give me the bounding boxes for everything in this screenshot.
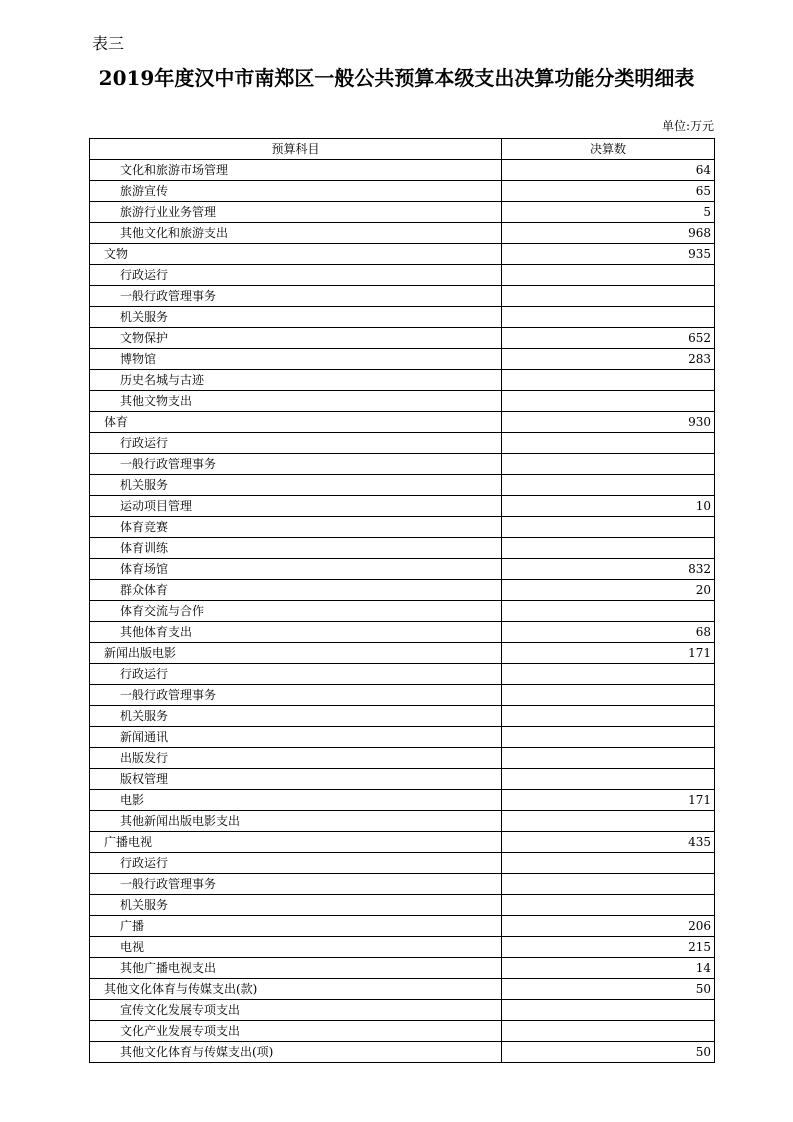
table-row [90, 370, 715, 391]
row-amount: 10 [502, 496, 715, 517]
table-row [90, 160, 715, 181]
header-amount: 决算数 [502, 139, 715, 160]
row-subject: 其他文物支出 [90, 391, 502, 412]
row-subject: 电视 [90, 937, 502, 958]
row-subject: 博物馆 [90, 349, 502, 370]
table-row [90, 517, 715, 538]
table-row [90, 223, 715, 244]
table-row [90, 685, 715, 706]
row-subject: 电影 [90, 790, 502, 811]
row-subject: 文物 [90, 244, 502, 265]
table-row [90, 244, 715, 265]
row-subject: 行政运行 [90, 853, 502, 874]
row-subject: 体育训练 [90, 538, 502, 559]
row-amount [502, 454, 715, 475]
row-amount: 64 [502, 160, 715, 181]
row-amount [502, 433, 715, 454]
row-subject: 其他新闻出版电影支出 [90, 811, 502, 832]
row-subject: 行政运行 [90, 265, 502, 286]
row-subject: 版权管理 [90, 769, 502, 790]
row-subject: 体育交流与合作 [90, 601, 502, 622]
budget-table [89, 138, 715, 1063]
table-row [90, 874, 715, 895]
table-row [90, 958, 715, 979]
row-subject: 群众体育 [90, 580, 502, 601]
row-amount [502, 664, 715, 685]
table-row [90, 1042, 715, 1063]
row-amount: 50 [502, 979, 715, 1000]
row-amount [502, 769, 715, 790]
row-amount [502, 874, 715, 895]
row-amount: 206 [502, 916, 715, 937]
table-row [90, 412, 715, 433]
table-row [90, 601, 715, 622]
table-row [90, 979, 715, 1000]
row-subject: 一般行政管理事务 [90, 685, 502, 706]
row-subject: 一般行政管理事务 [90, 454, 502, 475]
table-row [90, 769, 715, 790]
table-row [90, 538, 715, 559]
table-row [90, 328, 715, 349]
row-subject: 体育竞赛 [90, 517, 502, 538]
table-row [90, 643, 715, 664]
row-amount [502, 286, 715, 307]
row-subject: 文化和旅游市场管理 [90, 160, 502, 181]
row-subject: 一般行政管理事务 [90, 286, 502, 307]
table-row [90, 895, 715, 916]
row-amount [502, 391, 715, 412]
row-amount: 930 [502, 412, 715, 433]
table-row [90, 1021, 715, 1042]
table-body [90, 160, 715, 1063]
table-row [90, 349, 715, 370]
row-amount: 50 [502, 1042, 715, 1063]
table-row [90, 580, 715, 601]
table-row [90, 622, 715, 643]
row-amount [502, 517, 715, 538]
row-subject: 机关服务 [90, 307, 502, 328]
row-subject: 出版发行 [90, 748, 502, 769]
row-subject: 新闻通讯 [90, 727, 502, 748]
row-subject: 历史名城与古迹 [90, 370, 502, 391]
table-row [90, 727, 715, 748]
table-row [90, 559, 715, 580]
row-amount: 832 [502, 559, 715, 580]
row-subject: 新闻出版电影 [90, 643, 502, 664]
table-row [90, 202, 715, 223]
table-number-label: 表三 [92, 34, 125, 53]
row-subject: 其他文化和旅游支出 [90, 223, 502, 244]
row-amount: 65 [502, 181, 715, 202]
row-subject: 一般行政管理事务 [90, 874, 502, 895]
row-amount [502, 853, 715, 874]
table-row [90, 811, 715, 832]
row-amount: 283 [502, 349, 715, 370]
page-title: 2019年度汉中市南郑区一般公共预算本级支出决算功能分类明细表 [98, 66, 695, 90]
table-row [90, 496, 715, 517]
row-subject: 行政运行 [90, 433, 502, 454]
table-row [90, 307, 715, 328]
row-subject: 行政运行 [90, 664, 502, 685]
row-subject: 其他文化体育与传媒支出(项) [90, 1042, 502, 1063]
row-amount: 935 [502, 244, 715, 265]
row-amount: 171 [502, 643, 715, 664]
row-amount [502, 1000, 715, 1021]
row-subject: 机关服务 [90, 706, 502, 727]
row-subject: 广播电视 [90, 832, 502, 853]
row-subject: 广播 [90, 916, 502, 937]
table-row [90, 937, 715, 958]
table-row [90, 433, 715, 454]
table-row [90, 181, 715, 202]
table-row [90, 664, 715, 685]
row-amount [502, 895, 715, 916]
table-row [90, 853, 715, 874]
row-subject: 体育场馆 [90, 559, 502, 580]
row-amount [502, 748, 715, 769]
row-subject: 宣传文化发展专项支出 [90, 1000, 502, 1021]
row-amount: 215 [502, 937, 715, 958]
row-subject: 文化产业发展专项支出 [90, 1021, 502, 1042]
table-header-row [90, 139, 715, 160]
row-subject: 旅游宣传 [90, 181, 502, 202]
row-amount: 968 [502, 223, 715, 244]
row-amount [502, 307, 715, 328]
row-subject: 其他体育支出 [90, 622, 502, 643]
table-row [90, 454, 715, 475]
row-amount [502, 727, 715, 748]
row-amount: 68 [502, 622, 715, 643]
row-amount: 652 [502, 328, 715, 349]
row-subject: 体育 [90, 412, 502, 433]
table-row [90, 265, 715, 286]
row-amount [502, 811, 715, 832]
table-row [90, 790, 715, 811]
row-subject: 旅游行业业务管理 [90, 202, 502, 223]
header-subject: 预算科目 [90, 139, 502, 160]
row-amount: 14 [502, 958, 715, 979]
row-subject: 文物保护 [90, 328, 502, 349]
row-amount [502, 370, 715, 391]
table-row [90, 475, 715, 496]
row-subject: 机关服务 [90, 475, 502, 496]
row-amount [502, 538, 715, 559]
table-row [90, 1000, 715, 1021]
table-row [90, 286, 715, 307]
row-amount: 5 [502, 202, 715, 223]
table-row [90, 748, 715, 769]
table-row [90, 832, 715, 853]
table-row [90, 391, 715, 412]
unit-label: 单位:万元 [661, 119, 714, 133]
row-amount [502, 706, 715, 727]
row-amount: 171 [502, 790, 715, 811]
row-amount [502, 265, 715, 286]
row-subject: 运动项目管理 [90, 496, 502, 517]
row-amount: 435 [502, 832, 715, 853]
row-amount [502, 685, 715, 706]
row-amount [502, 1021, 715, 1042]
row-amount: 20 [502, 580, 715, 601]
table-row [90, 916, 715, 937]
row-subject: 其他广播电视支出 [90, 958, 502, 979]
row-amount [502, 475, 715, 496]
table-row [90, 706, 715, 727]
row-amount [502, 601, 715, 622]
row-subject: 机关服务 [90, 895, 502, 916]
row-subject: 其他文化体育与传媒支出(款) [90, 979, 502, 1000]
